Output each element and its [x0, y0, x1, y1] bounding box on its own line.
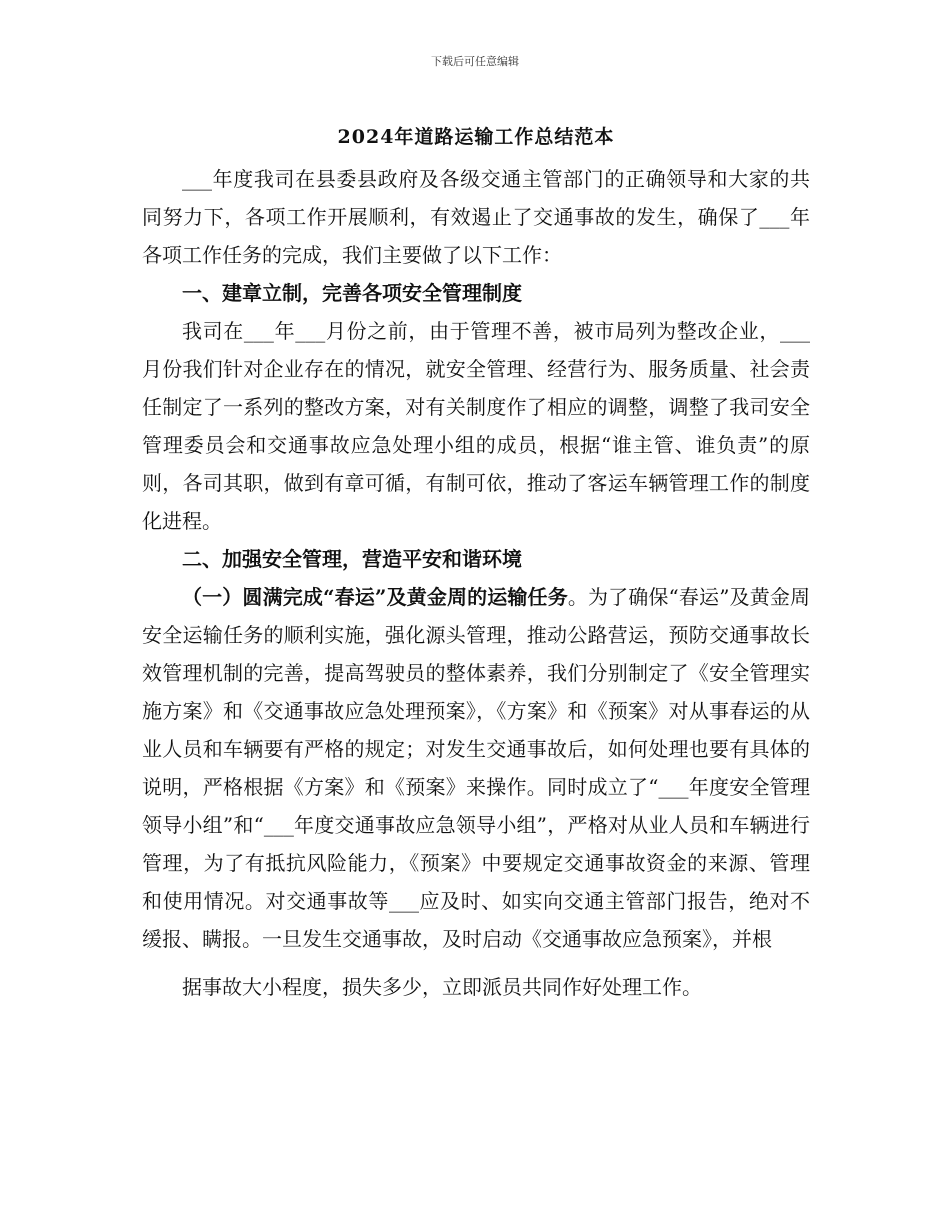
document-title: 2024年道路运输工作总结范本 — [337, 126, 615, 148]
section-1-heading: 一、建章立制，完善各项安全管理制度 — [182, 281, 522, 305]
section-2-sub-heading: （一）圆满完成“春运”及黄金周的运输任务 — [182, 585, 568, 609]
section-1-paragraph: 我司在___年___月份之前，由于管理不善，被市局列为整改企业，___月份我们针对企业存在的情况，就安全管理、经营行为、服务质量、社会责任制定了一系列的整改方案，对有关制度作了相应的调整，调整了我司安全管理委员会和交通事故应急处理小组的成员，根据“谁主管、谁负责”的原则，各司其职，做到有章可循，有制可依，推动了客运车辆管理工作的制度化进程。 — [142, 319, 810, 533]
intro-paragraph: ___年度我司在县委县政府及各级交通主管部门的正确领导和大家的共同努力下，各项工作开展顺利，有效遏止了交通事故的发生，确保了___年各项工作任务的完成，我们主要做了以下工作： — [142, 167, 810, 267]
document-body — [142, 122, 810, 1006]
section-2-heading: 二、加强安全管理，营造平安和谐环境 — [182, 547, 522, 571]
section-2-sub-body: 。为了确保“春运”及黄金周安全运输任务的顺利实施，强化源头管理，推动公路营运，预防交通事故长效管理机制的完善，提高驾驶员的整体素养，我们分别制定了《安全管理实施方案》和《交通事故应急处理预案》，《方案》和《预案》对从事春运的从业人员和车辆要有严格的规定；对发生交通事故后，如何处理也要有具体的说明，严格根据《方案》和《预案》来操作。同时成立了“___年度安全管理领导小组”和“___年度交通事故应急领导小组”，严格对从业人员和车辆进行管理，为了有抵抗风险能力，《预案》中要规定交通事故资金的来源、管理和使用情况。对交通事故等___应及时、如实向交通主管部门报告，绝对不缓报、瞒报。一旦发生交通事故，及时启动《交通事故应急预案》，并根 — [142, 585, 810, 951]
page-header-note: 下载后可任意编辑 — [431, 55, 519, 68]
section-2-sub-paragraph — [142, 578, 810, 958]
section-2-continuation: 据事故大小程度，损失多少，立即派员共同作好处理工作。 — [182, 975, 702, 999]
